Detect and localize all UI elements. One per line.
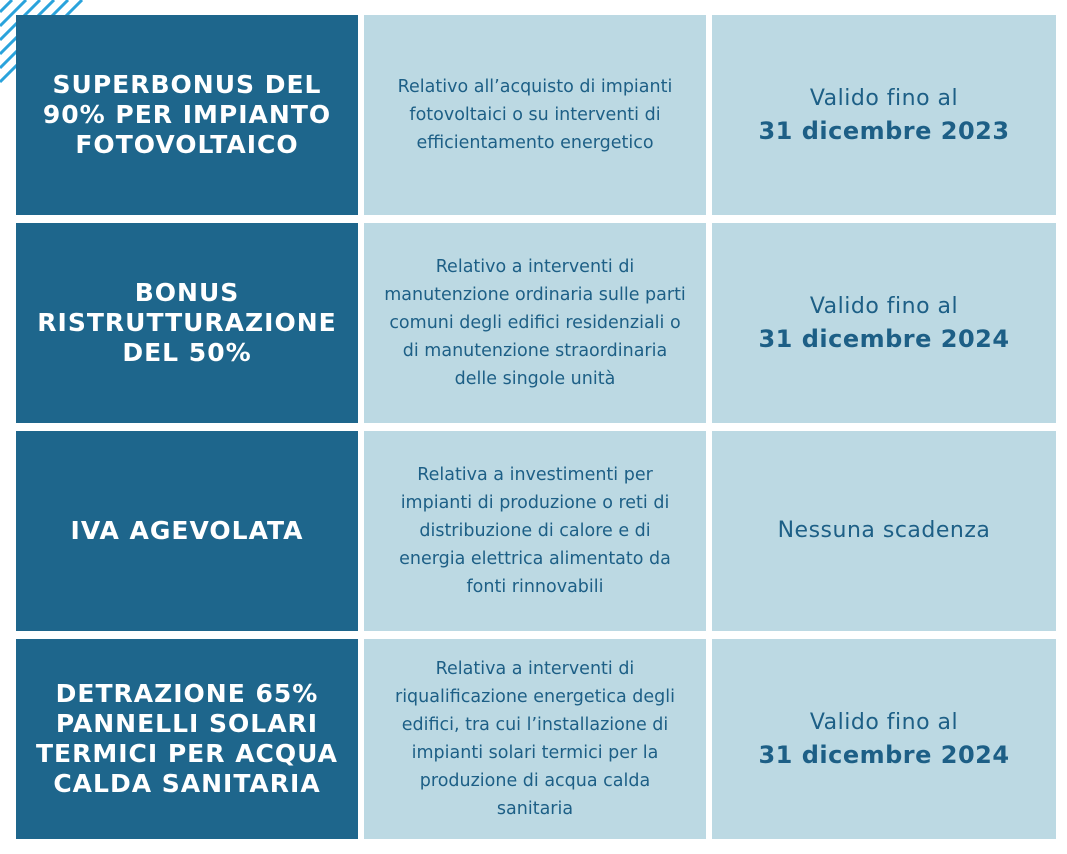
row-description-text: Relativa a investimenti per impianti di produzione o reti di distribuzione di calore e di energia elettrica alimentato da fonti rinnovabili: [399, 465, 671, 597]
row-title: [16, 639, 358, 839]
validity-text: Nessuna scadenza: [777, 518, 991, 543]
row-validity: [712, 639, 1056, 839]
validity-label: Valido fino al: [809, 294, 959, 319]
validity-label: Valido fino al: [809, 710, 959, 735]
row-title-text: SUPERBONUS DEL 90% PER IMPIANTO FOTOVOLTAICO: [42, 70, 332, 159]
row-description: [364, 431, 706, 631]
validity-date: 31 dicembre 2024: [758, 741, 1010, 769]
row-validity: [712, 223, 1056, 423]
row-title-text: DETRAZIONE 65% PANNELLI SOLARI TERMICI PER ACQUA CALDA SANITARIA: [35, 679, 339, 798]
row-description: [364, 639, 706, 839]
bonus-table: [16, 15, 1056, 839]
row-description-text: Relativa a interventi di riqualificazione energetica degli edifici, tra cui l’installazione di impianti solari termici per la produzione di acqua calda sanitaria: [395, 659, 675, 819]
row-title: [16, 431, 358, 631]
row-title-text: IVA AGEVOLATA: [70, 516, 304, 545]
validity-date: 31 dicembre 2023: [758, 117, 1010, 145]
validity-label: Valido fino al: [809, 86, 959, 111]
row-title: [16, 15, 358, 215]
row-description-text: Relativo a interventi di manutenzione ordinaria sulle parti comuni degli edifici residenziali o di manutenzione straordinaria delle singole unità: [384, 257, 686, 389]
row-description-text: Relativo all’acquisto di impianti fotovoltaici o su interventi di efficientamento energetico: [397, 77, 673, 153]
row-validity: [712, 15, 1056, 215]
row-description: [364, 15, 706, 215]
row-title-text: BONUS RISTRUTTURAZIONE DEL 50%: [37, 278, 337, 367]
row-title: [16, 223, 358, 423]
validity-date: 31 dicembre 2024: [758, 325, 1010, 353]
row-validity: [712, 431, 1056, 631]
row-description: [364, 223, 706, 423]
